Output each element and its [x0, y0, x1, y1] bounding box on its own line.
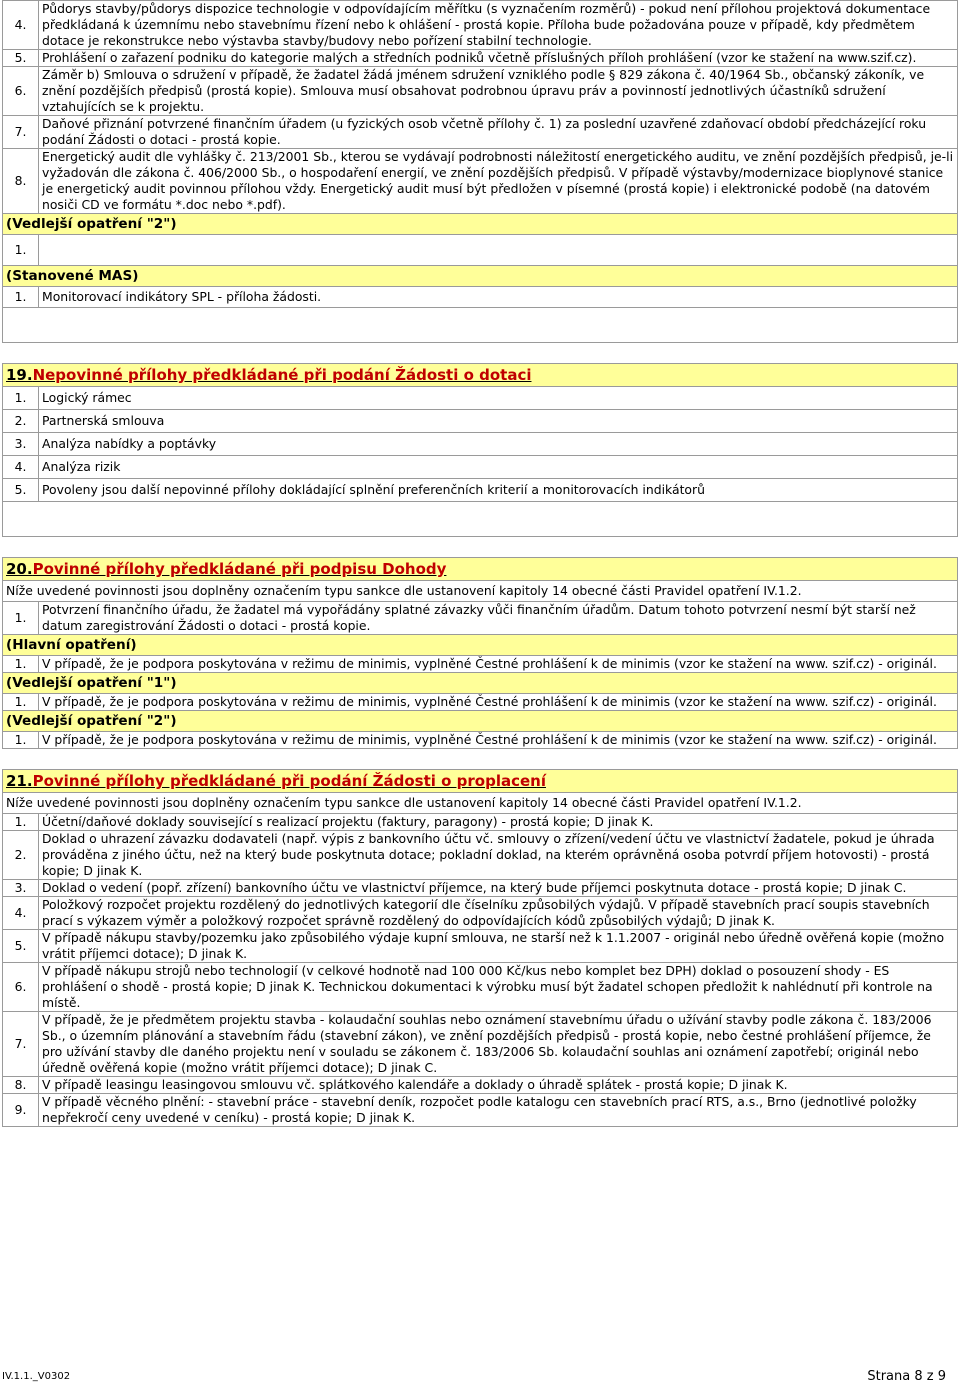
- item-text: V případě, že je předmětem projektu stavba - kolaudační souhlas nebo oznámení stavebnímu úřadu o užívání stavby podle zákona č. 183/2006 Sb., o územním plánování a stavebním řádu (stavební zákon), ve znění pozdějších předpisů - prostá kopie, nebo čestné prohlášení příjemce, že pro užívání stavby dle daného projektu není v souladu se zákonem č. 183/2006 Sb. kolaudační souhlas ani oznámení zapotřebí; originál nebo úředně ověřená kopie (možno vrátit příjemci dotace); D jinak C.: [39, 1012, 958, 1077]
- item-text: Potvrzení finančního úřadu, že žadatel má vypořádány splatné závazky vůči finančním úřadům. Datum tohoto potvrzení nesmí být starší než datum zaregistrování Žádosti o dotaci - prostá kopie.: [39, 602, 958, 635]
- item-text: [39, 235, 958, 266]
- item-number: 4.: [3, 897, 39, 930]
- section-title: Povinné přílohy předkládané při podání Žádosti o proplacení: [32, 772, 546, 790]
- item-number: 2.: [3, 410, 39, 433]
- list-item: [3, 116, 958, 149]
- section-intro: Níže uvedené povinnosti jsou doplněny označením typu sankce dle ustanovení kapitoly 14 obecné části Pravidel opatření IV.1.2.: [3, 581, 958, 602]
- list-item: [3, 287, 958, 308]
- item-number: 5.: [3, 50, 39, 67]
- item-number: 3.: [3, 880, 39, 897]
- section-19-table: [2, 363, 958, 537]
- item-text: Záměr b) Smlouva o sdružení v případě, že žadatel žádá jménem sdružení vzniklého podle § 829 zákona č. 40/1964 Sb., občanský zákoník, ve znění pozdějších předpisů (prostá kopie). Smlouva musí obsahovat podrobnou úpravu práv a povinností jednotlivých účastníků sdružení vztahujících se k projektu.: [39, 67, 958, 116]
- section-heading: [3, 364, 958, 387]
- list-item: [3, 963, 958, 1012]
- subheading-vedlejsi-2: (Vedlejší opatření "2"): [3, 214, 958, 235]
- item-number: 1.: [3, 602, 39, 635]
- list-item: [3, 831, 958, 880]
- list-item: [3, 1012, 958, 1077]
- section-heading: [3, 558, 958, 581]
- section-title: Povinné přílohy předkládané při podpisu Dohody: [32, 560, 447, 578]
- list-item: [3, 149, 958, 214]
- list-item: [3, 479, 958, 502]
- item-number: 5.: [3, 930, 39, 963]
- document-code: IV.1.1._V0302: [2, 1371, 71, 1382]
- item-number: 1.: [3, 387, 39, 410]
- item-text: Prohlášení o zařazení podniku do kategorie malých a středních podniků včetně příslušných příloh prohlášení (vzor ke stažení na www.szif.cz).: [39, 50, 958, 67]
- section-20-table: [2, 557, 958, 749]
- item-text: Doklad o uhrazení závazku dodavateli (např. výpis z bankovního účtu vč. smlouvy o zřízení/vedení účtu ve vlastnictví žadatele, pokud je úhrada prováděna z jiného účtu, než na který bude poskytnuta dotace; pokladní doklad, na kterém oprávněná osoba potvrdí příjem hotovosti) - prostá kopie; D jinak K.: [39, 831, 958, 880]
- spacer-row: [3, 308, 958, 343]
- subheading-mas: (Stanovené MAS): [3, 266, 958, 287]
- item-number: 6.: [3, 963, 39, 1012]
- item-text: Položkový rozpočet projektu rozdělený do jednotlivých kategorií dle číselníku způsobilých výdajů. V případě stavebních prací soupis stavebních prací s výkazem výměr a položkový rozpočet správně rozdělený do odpovídajících kódů způsobilých výdajů; D jinak K.: [39, 897, 958, 930]
- item-text: V případě, že je podpora poskytována v režimu de minimis, vyplněné Čestné prohlášení k de minimis (vzor ke stažení na www. szif.cz) - originál.: [39, 656, 958, 673]
- list-item: [3, 1, 958, 50]
- attachments-table: [2, 0, 958, 343]
- item-number: 8.: [3, 149, 39, 214]
- item-number: 1.: [3, 694, 39, 711]
- section-number: 20.: [6, 560, 33, 578]
- item-number: 1.: [3, 814, 39, 831]
- subheading-vedlejsi-1: (Vedlejší opatření "1"): [3, 673, 958, 694]
- section-heading: [3, 770, 958, 793]
- list-item: [3, 50, 958, 67]
- list-item: [3, 433, 958, 456]
- list-item: [3, 387, 958, 410]
- item-number: 8.: [3, 1077, 39, 1094]
- list-item: [3, 235, 958, 266]
- subheading-vedlejsi-2: (Vedlejší opatření "2"): [3, 711, 958, 732]
- list-item: [3, 694, 958, 711]
- item-text: V případě, že je podpora poskytována v režimu de minimis, vyplněné Čestné prohlášení k de minimis (vzor ke stažení na www. szif.cz) - originál.: [39, 732, 958, 749]
- spacer-row: [3, 502, 958, 537]
- item-text: Energetický audit dle vyhlášky č. 213/2001 Sb., kterou se vydávají podrobnosti náležitostí energetického auditu, ve znění pozdějších předpisů, je-li vyžadován dle zákona č. 406/2000 Sb., o hospodaření energií, ve znění pozdějších předpisů. V případě výstavby/modernizace bioplynové stanice je energetický audit povinnou přílohou vždy. Energetický audit musí být předložen v písemné (prostá kopie) i elektronické podobě (na datovém nosiči CD ve formátu *.doc nebo *.pdf).: [39, 149, 958, 214]
- item-text: Účetní/daňové doklady související s realizací projektu (faktury, paragony) - prostá kopie; D jinak K.: [39, 814, 958, 831]
- item-text: Analýza rizik: [39, 456, 958, 479]
- list-item: [3, 410, 958, 433]
- list-item: [3, 456, 958, 479]
- subheading-hlavni: (Hlavní opatření): [3, 635, 958, 656]
- list-item: [3, 602, 958, 635]
- item-text: Logický rámec: [39, 387, 958, 410]
- item-text: Partnerská smlouva: [39, 410, 958, 433]
- section-number: 19.: [6, 366, 33, 384]
- list-item: [3, 67, 958, 116]
- item-number: 1.: [3, 235, 39, 266]
- item-text: V případě nákupu strojů nebo technologií (v celkové hodnotě nad 100 000 Kč/kus nebo komplet bez DPH) doklad o posouzení shody - ES prohlášení o shodě - prostá kopie; D jinak K. Technickou dokumentaci k výrobku musí být žadatel schopen předložit k nahlédnutí při kontrole na místě.: [39, 963, 958, 1012]
- item-text: Doklad o vedení (popř. zřízení) bankovního účtu ve vlastnictví příjemce, na který bude příjemci poskytnuta dotace - prostá kopie; D jinak C.: [39, 880, 958, 897]
- list-item: [3, 1094, 958, 1127]
- item-number: 7.: [3, 116, 39, 149]
- item-text: V případě leasingu leasingovou smlouvu vč. splátkového kalendáře a doklady o úhradě splátek - prostá kopie; D jinak K.: [39, 1077, 958, 1094]
- item-number: 7.: [3, 1012, 39, 1077]
- document-page: [2, 0, 958, 1127]
- item-number: 9.: [3, 1094, 39, 1127]
- item-number: 2.: [3, 831, 39, 880]
- item-text: Daňové přiznání potvrzené finančním úřadem (u fyzických osob včetně přílohy č. 1) za poslední uzavřené zdaňovací období předcházející roku podání Žádosti o dotaci - prostá kopie.: [39, 116, 958, 149]
- item-text: V případě, že je podpora poskytována v režimu de minimis, vyplněné Čestné prohlášení k de minimis (vzor ke stažení na www. szif.cz) - originál.: [39, 694, 958, 711]
- page-number: Strana 8 z 9: [867, 1369, 946, 1384]
- section-21-table: [2, 769, 958, 1127]
- section-number: 21.: [6, 772, 33, 790]
- item-number: 1.: [3, 732, 39, 749]
- list-item: [3, 732, 958, 749]
- item-number: 4.: [3, 1, 39, 50]
- list-item: [3, 1077, 958, 1094]
- item-number: 5.: [3, 479, 39, 502]
- item-text: V případě věcného plnění: - stavební práce - stavební deník, rozpočet podle katalogu cen stavebních prací RTS, a.s., Brno (jednotlivé položky nepřekročí ceny uvedené v ceníku) - prostá kopie; D jinak K.: [39, 1094, 958, 1127]
- item-number: 3.: [3, 433, 39, 456]
- item-text: Analýza nabídky a poptávky: [39, 433, 958, 456]
- list-item: [3, 656, 958, 673]
- list-item: [3, 880, 958, 897]
- item-text: Půdorys stavby/půdorys dispozice technologie v odpovídajícím měřítku (s vyznačením rozměrů) - pokud není přílohou projektová dokumentace předkládaná k územnímu nebo stavebnímu řízení nebo k ohlášení - prostá kopie. Příloha bude požadována pouze v případě, kdy předmětem dotace je rekonstrukce nebo výstavba stavby/budovy nebo pořízení stabilní technologie.: [39, 1, 958, 50]
- item-number: 4.: [3, 456, 39, 479]
- item-text: Monitorovací indikátory SPL - příloha žádosti.: [39, 287, 958, 308]
- section-intro: Níže uvedené povinnosti jsou doplněny označením typu sankce dle ustanovení kapitoly 14 obecné části Pravidel opatření IV.1.2.: [3, 793, 958, 814]
- section-title: Nepovinné přílohy předkládané při podání Žádosti o dotaci: [32, 366, 532, 384]
- list-item: [3, 814, 958, 831]
- item-number: 1.: [3, 656, 39, 673]
- item-text: Povoleny jsou další nepovinné přílohy dokládající splnění preferenčních kriterií a monitorovacích indikátorů: [39, 479, 958, 502]
- item-text: V případě nákupu stavby/pozemku jako způsobilého výdaje kupní smlouva, ne starší než k 1.1.2007 - originál nebo úředně ověřená kopie (možno vrátit příjemci dotace); D jinak K.: [39, 930, 958, 963]
- list-item: [3, 930, 958, 963]
- item-number: 6.: [3, 67, 39, 116]
- item-number: 1.: [3, 287, 39, 308]
- list-item: [3, 897, 958, 930]
